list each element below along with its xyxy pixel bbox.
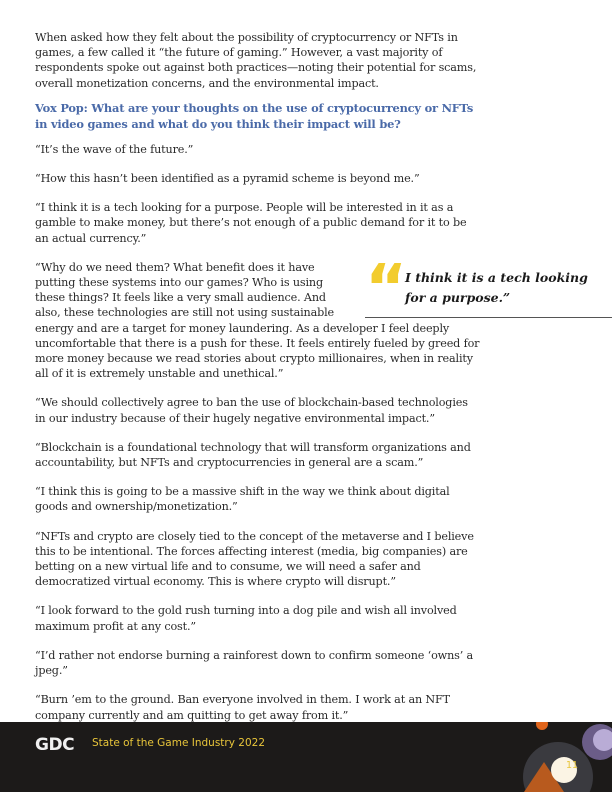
pull-quote-text: I think it is a tech looking for a purpose.” (405, 270, 588, 305)
quote-8: “NFTs and crypto are closely tied to the concept of the metaverse and I believe this to be intentional. The forces affecting interest (media, big companies) are betting on a new virtual life and to consume, we will need a safer and democratized virtual economy. This is where crypto will disrupt.” (35, 529, 474, 589)
quote-3: “I think it is a tech looking for a purpose. People will be interested in it as a gamble to make money, but there’s not enough of a public demand for it to be an actual currency.” (35, 201, 467, 245)
vox-pop-question: Vox Pop: What are your thoughts on the use of cryptocurrency or NFTs in video games and what do you think their impact will be? (35, 100, 474, 131)
quote-1: “It’s the wave of the future.” (35, 142, 194, 156)
quote-4: “Why do we need them? What benefit does it have putting these systems into our games? Who is using these things? It feels like a very small audience. And also, these technologies are still not using sustainable energy and are a target for money laundering. As a developer I feel deeply uncomfortable that there is a push for these. It feels entirely fueled by greed for more money because we read stories about crypto millionaires, when in reality all of it is extremely unstable and unethical.” (35, 260, 480, 381)
decorative-shapes-icon (520, 722, 612, 792)
gdc-logo: GDC (35, 735, 75, 755)
quote-mark-icon: “ (365, 252, 408, 326)
article-body (35, 30, 480, 737)
quote-7: “I think this is going to be a massive shift in the way we think about digital goods and ownership/monetization.” (35, 485, 450, 514)
page-footer (0, 722, 612, 792)
quote-11: “Burn ’em to the ground. Ban everyone involved in them. I work at an NFT company currently and am quitting to get away from it.” (35, 693, 450, 722)
report-title: State of the Game Industry 2022 (92, 737, 266, 749)
quote-9: “I look forward to the gold rush turning into a dog pile and wish all involved maximum profit at any cost.” (35, 604, 457, 633)
intro-paragraph: When asked how they felt about the possibility of cryptocurrency or NFTs in games, a few called it “the future of gaming.” However, a vast majority of respondents spoke out against both practices—noting their potential for scams, overall monetization concerns, and the environmental impact. (35, 31, 477, 90)
quote-2: “How this hasn’t been identified as a pyramid scheme is beyond me.” (35, 172, 420, 186)
pull-quote (365, 252, 612, 326)
quote-10: “I’d rather not endorse burning a rainforest down to confirm someone ‘owns’ a jpeg.” (35, 648, 474, 678)
page-number: 11 (565, 760, 579, 771)
quote-6: “Blockchain is a foundational technology that will transform organizations and accountability, but NFTs and cryptocurrencies in general are a scam.” (35, 440, 471, 470)
quote-5: “We should collectively agree to ban the use of blockchain-based technologies in our industry because of their hugely negative environmental impact.” (35, 396, 468, 425)
